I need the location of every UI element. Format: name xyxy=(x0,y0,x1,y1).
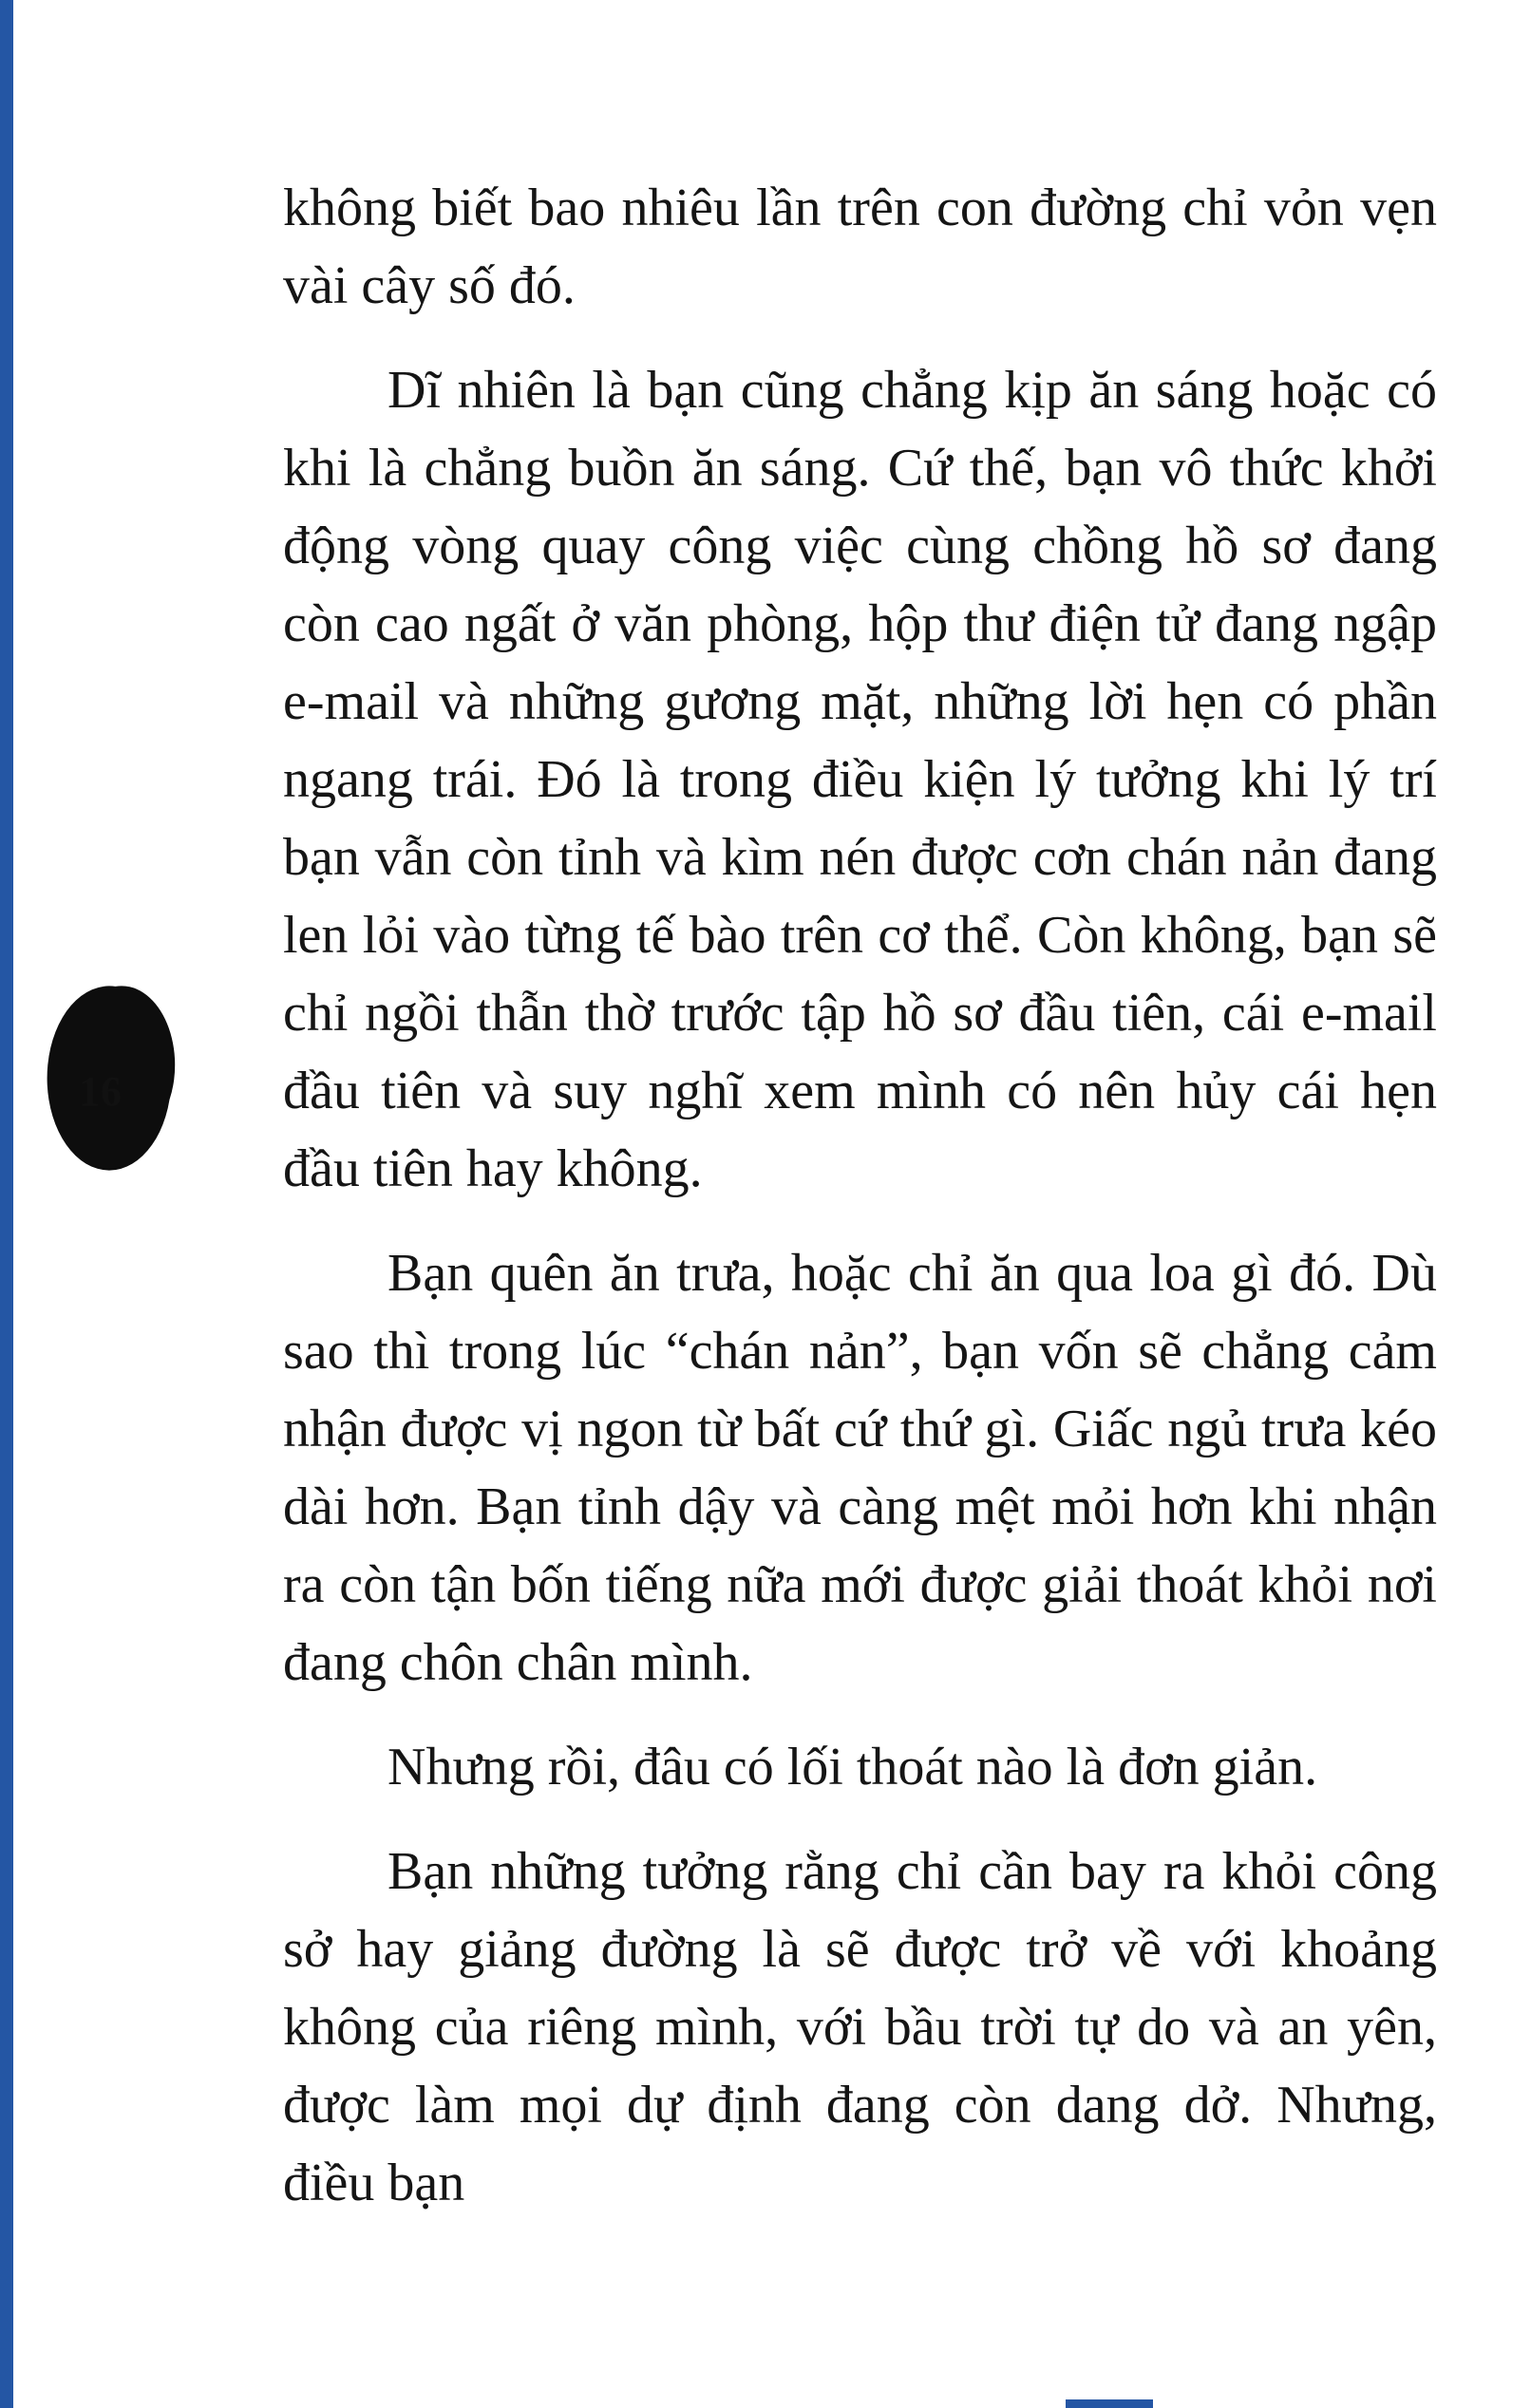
paragraph-2: Dĩ nhiên là bạn cũng chẳng kịp ăn sáng hoặc có khi là chẳng buồn ăn sáng. Cứ thế, bạn vô thức khởi động vòng quay công việc cùng chồng hồ sơ đang còn cao ngất ở văn phòng, hộp thư điện tử đang ngập e-mail và những gương mặt, những lời hẹn có phần ngang trái. Đó là trong điều kiện lý tưởng khi lý trí bạn vẫn còn tỉnh và kìm nén được cơn chán nản đang len lỏi vào từng tế bào trên cơ thể. Còn không, bạn sẽ chỉ ngồi thẫn thờ trước tập hồ sơ đầu tiên, cái e-mail đầu tiên và suy nghĩ xem mình có nên hủy cái hẹn đầu tiên hay không. xyxy=(283,361,1437,1198)
paragraph-1: không biết bao nhiêu lần trên con đường chỉ vỏn vẹn vài cây số đó. xyxy=(283,179,1437,315)
page-number: 16 xyxy=(79,1068,123,1115)
paragraph-4: Nhưng rồi, đâu có lối thoát nào là đơn giản. xyxy=(387,1738,1318,1797)
page-edge-bar xyxy=(0,0,13,2408)
body-text xyxy=(283,169,1437,2248)
page-number-marker xyxy=(43,980,176,1177)
scan-artifact xyxy=(1066,2399,1153,2408)
paragraph-5: Bạn những tưởng rằng chỉ cần bay ra khỏi công sở hay giảng đường là sẽ được trở về với khoảng không của riêng mình, với bầu trời tự do và an yên, được làm mọi dự định đang còn dang dở. Nhưng, điều bạn xyxy=(283,1842,1437,2212)
paragraph-3: Bạn quên ăn trưa, hoặc chỉ ăn qua loa gì đó. Dù sao thì trong lúc “chán nản”, bạn vốn sẽ chẳng cảm nhận được vị ngon từ bất cứ thứ gì. Giấc ngủ trưa kéo dài hơn. Bạn tỉnh dậy và càng mệt mỏi hơn khi nhận ra còn tận bốn tiếng nữa mới được giải thoát khỏi nơi đang chôn chân mình. xyxy=(283,1244,1437,1692)
